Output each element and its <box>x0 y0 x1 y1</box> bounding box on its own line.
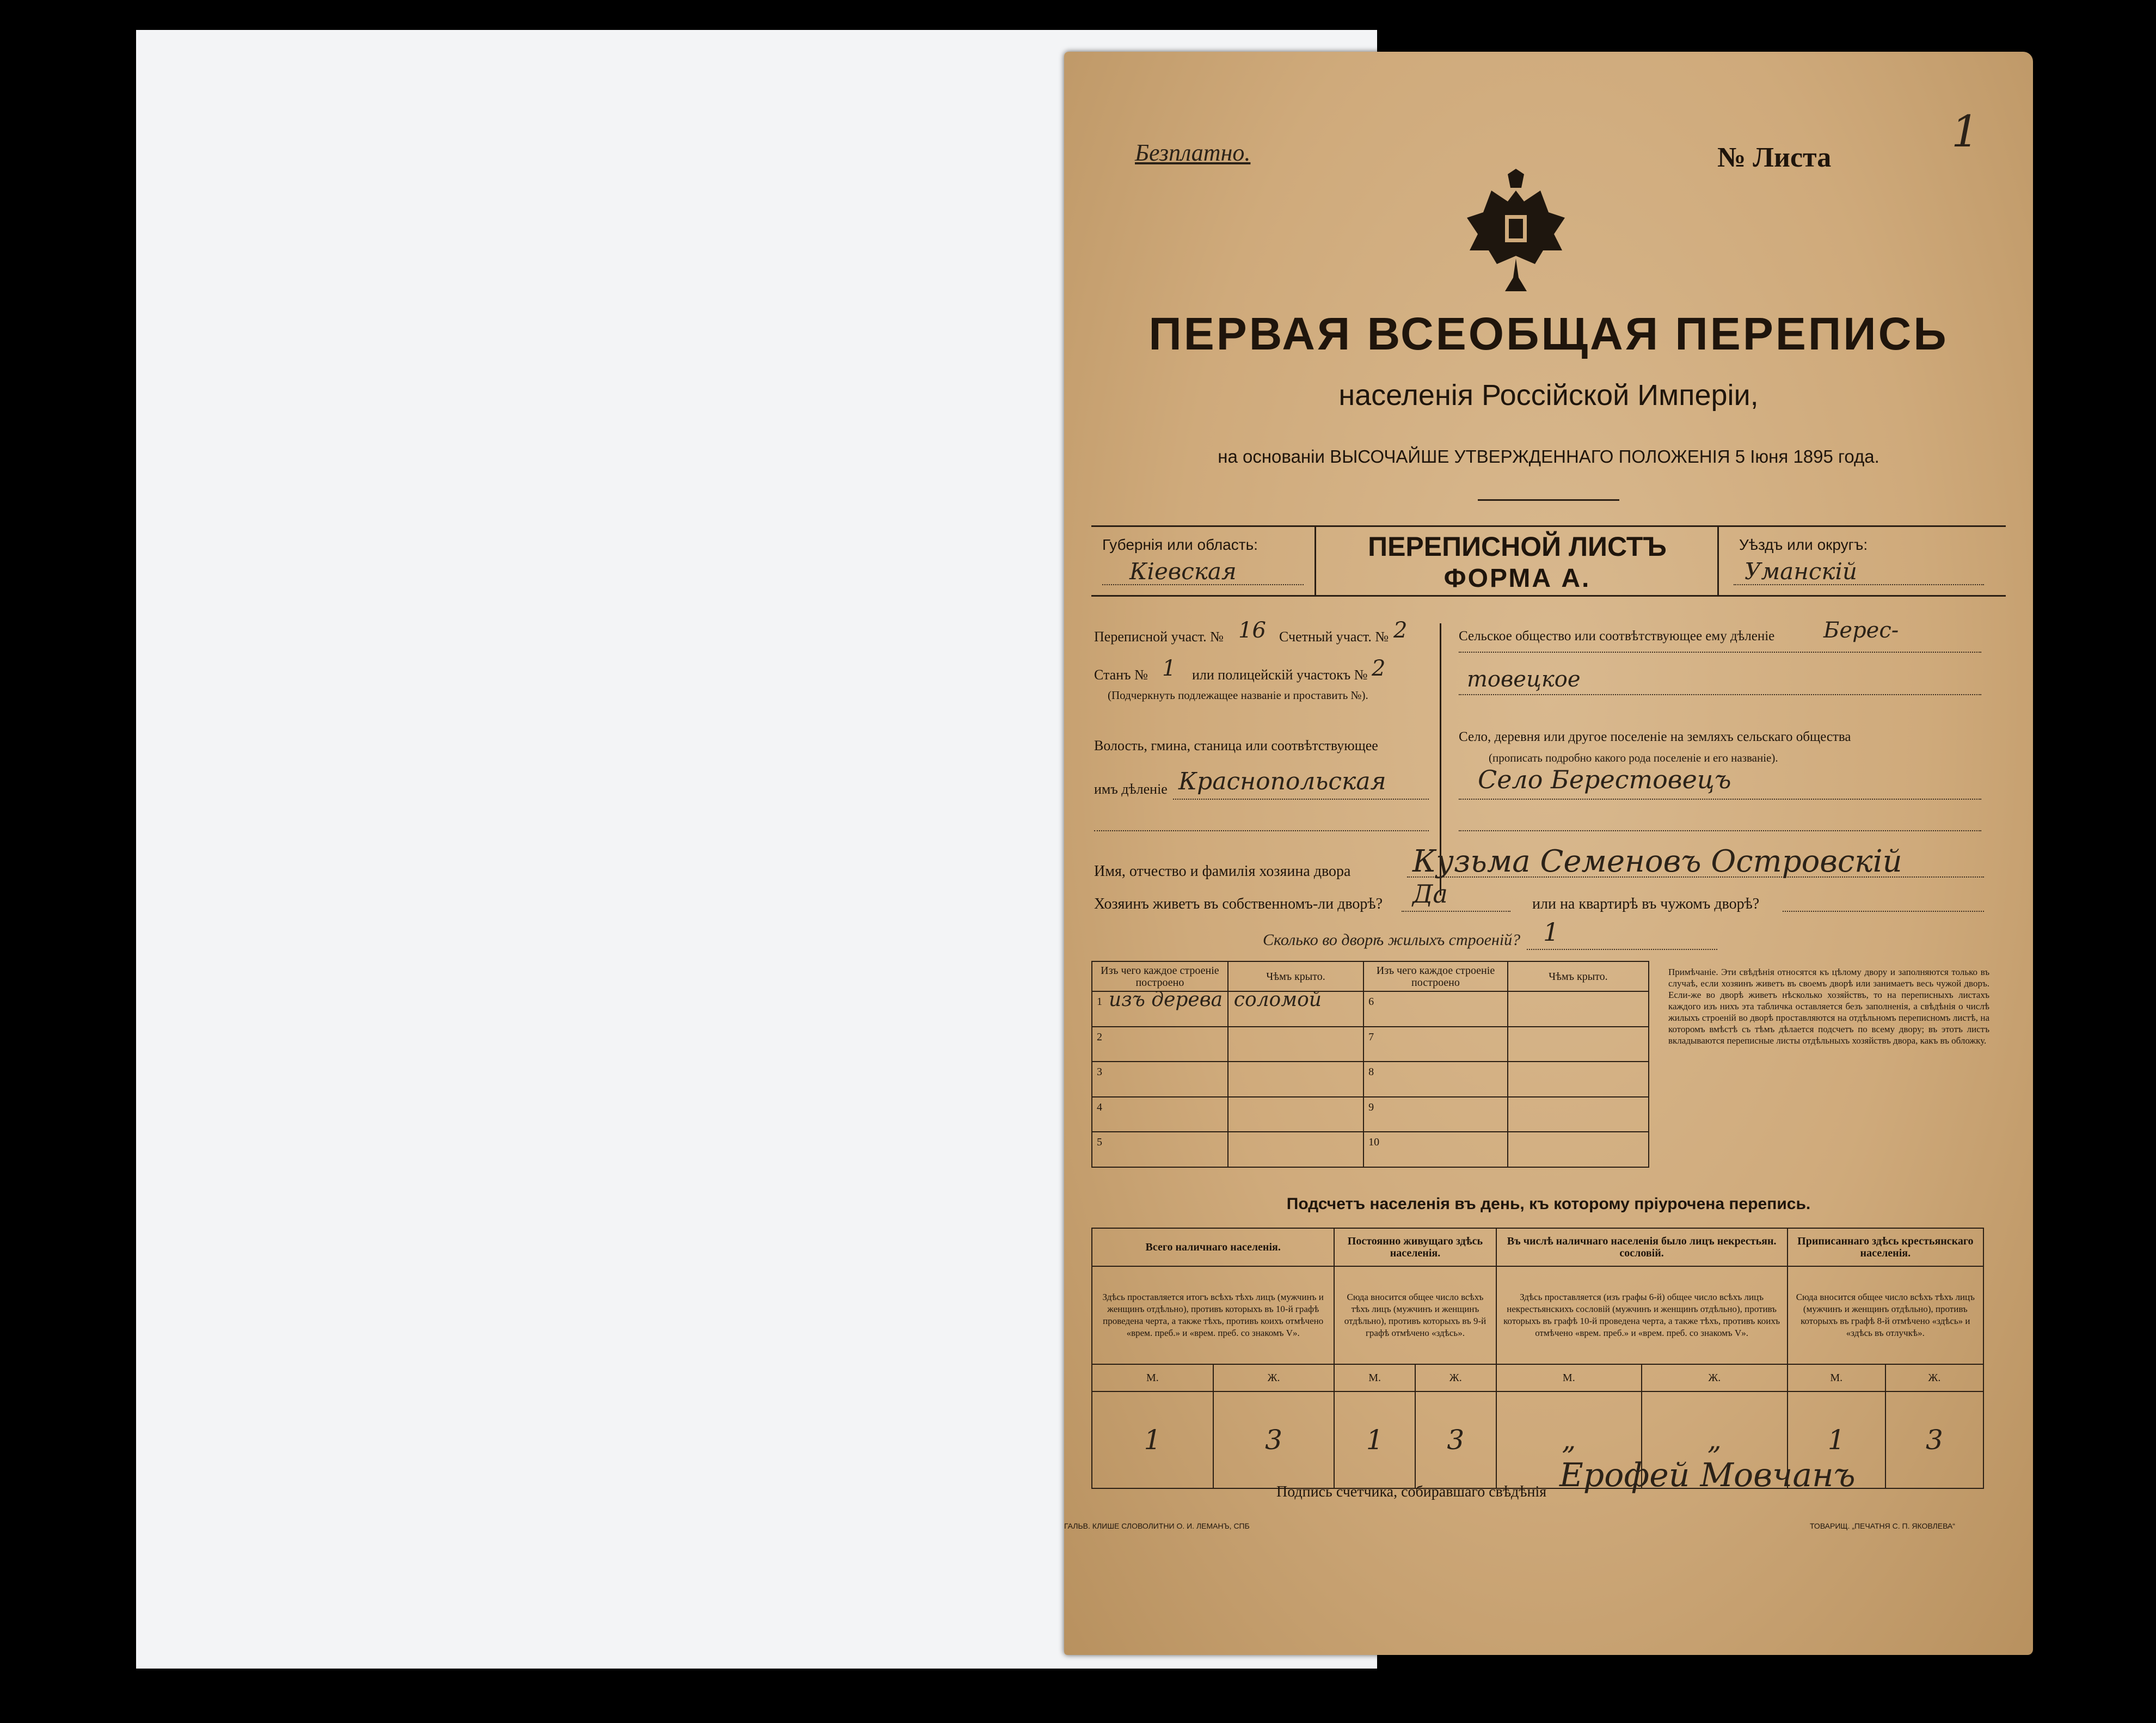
printer-left: ГАЛЬВ. КЛИШЕ СЛОВОЛИТНИ О. И. ЛЕМАНЪ, СПБ <box>1064 1522 1250 1530</box>
census-form-sheet <box>1064 52 2033 1655</box>
building-material: изъ дерева <box>1109 989 1223 1011</box>
male-header: М. <box>1788 1364 1885 1391</box>
rent-line <box>1783 911 1984 912</box>
count-district-label: Счетный участ. № <box>1279 629 1389 645</box>
building-roof: соломой <box>1233 989 1322 1011</box>
building-row <box>1092 1027 1649 1062</box>
volost-line <box>1173 799 1429 800</box>
row-number: 2 <box>1097 1031 1102 1043</box>
roof-header-right: Чѣмъ крыто. <box>1508 961 1649 991</box>
form-letter: ФОРМА А. <box>1444 564 1591 593</box>
form-subtitle: населенія Россійской Имперіи, <box>1338 379 1759 412</box>
tally-table <box>1091 1228 1984 1489</box>
tally-male-value: 1 <box>1092 1391 1213 1488</box>
village-label: Село, деревня или другое поселеніе на земляхъ сельскаго общества <box>1459 729 1851 744</box>
enumerator-signature: Ерофей Мовчанъ <box>1559 1456 1856 1494</box>
own-yard-value: Да <box>1412 879 1448 909</box>
header-divider-right <box>1717 525 1719 596</box>
free-label: Безплатно. <box>1135 139 1251 166</box>
volost-label-2: имъ дѣленіе <box>1094 781 1168 797</box>
police-value: 2 <box>1372 656 1386 681</box>
sheet-no-label: № Листа <box>1717 142 1832 173</box>
form-basis: на основаніи ВЫСОЧАЙШЕ УТВЕРЖДЕННАГО ПОЛОЖЕНІЯ 5 Іюня 1895 года. <box>1218 446 1879 467</box>
stan-value: 1 <box>1162 656 1176 681</box>
tally-col-title: Всего наличнаго населенія. <box>1092 1228 1334 1266</box>
owner-name-line <box>1407 876 1984 878</box>
society-label: Сельское общество или соотвѣтствующее ему дѣленіе <box>1459 629 1775 643</box>
village-line <box>1459 799 1981 800</box>
ornament-divider <box>1478 499 1619 501</box>
tally-col-desc: Сюда вносится общее число всѣхъ тѣхъ лицъ (мужчинъ и женщинъ отдѣльно), противъ которыхъ въ 9-й графѣ отмѣчено «здѣсь». <box>1334 1266 1496 1364</box>
village-value: Село Берестовецъ <box>1478 765 1731 794</box>
building-row <box>1092 1097 1649 1132</box>
tally-col-title: Постоянно живущаго здѣсь населенія. <box>1334 1228 1496 1266</box>
building-row <box>1092 991 1649 1027</box>
province-label: Губернія или область: <box>1102 536 1258 553</box>
society-value-1: Берес- <box>1823 618 1899 643</box>
printer-right: ТОВАРИЩ. „ПЕЧАТНЯ С. П. ЯКОВЛЕВА“ <box>1810 1522 1955 1530</box>
underline-note: (Подчеркнуть подлежащее названіе и проставить №). <box>1108 689 1368 702</box>
tally-female-value: „ <box>1642 1391 1788 1488</box>
row-number: 1 <box>1097 996 1102 1008</box>
owner-name-label: Имя, отчество и фамилія хозяина двора <box>1094 863 1351 880</box>
volost-value: Краснопольская <box>1178 768 1386 795</box>
district-label: Уѣздъ или округъ: <box>1739 536 1868 553</box>
header-top-rule <box>1091 525 2006 527</box>
header-divider-left <box>1315 525 1316 596</box>
society-line <box>1459 652 1981 653</box>
tally-female-value: 3 <box>1415 1391 1496 1488</box>
census-district-label: Переписной участ. № <box>1094 629 1224 645</box>
row-number: 6 <box>1368 996 1374 1008</box>
tally-male-value: 1 <box>1788 1391 1885 1488</box>
male-header: М. <box>1334 1364 1415 1391</box>
tally-male-value: 1 <box>1334 1391 1415 1488</box>
province-value: Кіевская <box>1129 558 1237 585</box>
society-line-2 <box>1459 694 1981 695</box>
row-number: 4 <box>1097 1101 1102 1113</box>
own-yard-label: Хозяинъ живетъ въ собственномъ-ли дворѣ? <box>1094 896 1383 912</box>
form-sheet-title: ПЕРЕПИСНОЙ ЛИСТЪ <box>1368 531 1667 562</box>
buildings-count-value: 1 <box>1543 917 1559 947</box>
row-number: 3 <box>1097 1066 1102 1078</box>
buildings-table <box>1091 961 1649 1168</box>
tally-col-title: Приписаннаго здѣсь крестьянскаго населенія. <box>1788 1228 1983 1266</box>
female-header: Ж. <box>1885 1364 1983 1391</box>
signature-label: Подпись счетчика, собиравшаго свѣдѣнія <box>1276 1483 1547 1500</box>
roof-header: Чѣмъ крыто. <box>1228 961 1363 991</box>
society-value-2: товецкое <box>1467 667 1581 692</box>
owner-name-value: Кузьма Семеновъ Островскій <box>1412 844 1902 879</box>
census-district-value: 16 <box>1238 618 1266 643</box>
tally-col-desc: Здѣсь проставляется итогъ всѣхъ тѣхъ лицъ (мужчинъ и женщинъ отдѣльно), противъ которыхъ въ 10-й графѣ проведена черта, а также тѣхъ, противъ коихъ отмѣчено «врем. преб.» и «врем. преб. со знакомъ V». <box>1092 1266 1334 1364</box>
row-number: 8 <box>1368 1066 1374 1078</box>
district-value: Уманскій <box>1745 558 1857 585</box>
tally-male-value: „ <box>1496 1391 1642 1488</box>
header-bottom-rule <box>1091 595 2006 597</box>
police-label: или полицейскій участокъ № <box>1192 667 1368 683</box>
row-number: 10 <box>1368 1136 1380 1149</box>
rent-label: или на квартирѣ въ чужомъ дворѣ? <box>1532 896 1760 912</box>
buildings-count-label: Сколько во дворѣ жилыхъ строеній? <box>1263 931 1521 949</box>
province-line <box>1102 584 1304 585</box>
form-title: ПЕРВАЯ ВСЕОБЩАЯ ПЕРЕПИСЬ <box>1148 308 1949 359</box>
female-header: Ж. <box>1642 1364 1788 1391</box>
buildings-count-line <box>1527 949 1717 950</box>
volost-extra-line <box>1094 830 1429 831</box>
tally-col-desc: Сюда вносится общее число всѣхъ тѣхъ лицъ (мужчинъ и женщинъ отдѣльно), противъ которыхъ въ графѣ 8-й отмѣчено «здѣсь» и «здѣсь въ отлучкѣ». <box>1788 1266 1983 1364</box>
tally-female-value: 3 <box>1213 1391 1335 1488</box>
imperial-eagle-emblem-icon <box>1453 169 1578 294</box>
tally-heading: Подсчетъ населенія въ день, къ которому пріурочена перепись. <box>1286 1195 1811 1213</box>
count-district-value: 2 <box>1393 618 1408 643</box>
tally-col-title: Въ числѣ наличнаго населенія было лицъ некрестьян. сословій. <box>1496 1228 1788 1266</box>
male-header: М. <box>1496 1364 1642 1391</box>
building-row <box>1092 1132 1649 1167</box>
material-header-right: Изъ чего каждое строеніе построено <box>1363 961 1508 991</box>
female-header: Ж. <box>1213 1364 1335 1391</box>
village-line-2 <box>1459 830 1981 831</box>
sheet-no-value: 1 <box>1951 106 1979 157</box>
material-header: Изъ чего каждое строеніе построено <box>1092 961 1228 991</box>
own-yard-line <box>1402 911 1510 912</box>
tally-col-desc: Здѣсь проставляется (изъ графы 6-й) общее число всѣхъ лицъ некрестьянскихъ сословій (мужчинъ и женщинъ отдѣльно), противъ которыхъ въ графѣ 10-й проведена черта, а также тѣхъ, противъ коихъ отмѣчено «врем. преб.» и «врем. преб. со знакомъ V». <box>1496 1266 1788 1364</box>
village-note: (прописать подробно какого рода поселеніе и его названіе). <box>1489 751 1778 764</box>
volost-label: Волость, гмина, станица или соотвѣтствующее <box>1094 738 1378 753</box>
female-header: Ж. <box>1415 1364 1496 1391</box>
row-number: 7 <box>1368 1031 1374 1043</box>
district-line <box>1734 584 1984 585</box>
male-header: М. <box>1092 1364 1213 1391</box>
buildings-note: Примѣчаніе. Эти свѣдѣнія относятся къ цѣлому двору и заполняются только въ случаѣ, если хозяинъ живетъ въ своемъ дворѣ или занимаетъ весь чужой дворъ. Если-же во дворѣ живетъ нѣсколько хозяйствъ, то на переписныхъ листахъ каждого изъ нихъ эта табличка оставляется безъ заполненія, а свѣдѣнія о числѣ жилыхъ строеній во дворѣ проставляются на отдѣльномъ переписномъ листѣ, на которомъ вмѣстѣ съ тѣмъ дѣлается подсчетъ по всему двору; въ этотъ листъ вкладываются переписные листы отдѣльныхъ хозяйствъ двора, какъ въ обложку. <box>1668 967 1989 1046</box>
stan-label: Станъ № <box>1094 667 1148 683</box>
tally-female-value: 3 <box>1885 1391 1983 1488</box>
building-row <box>1092 1062 1649 1097</box>
row-number: 9 <box>1368 1101 1374 1113</box>
row-number: 5 <box>1097 1136 1102 1149</box>
